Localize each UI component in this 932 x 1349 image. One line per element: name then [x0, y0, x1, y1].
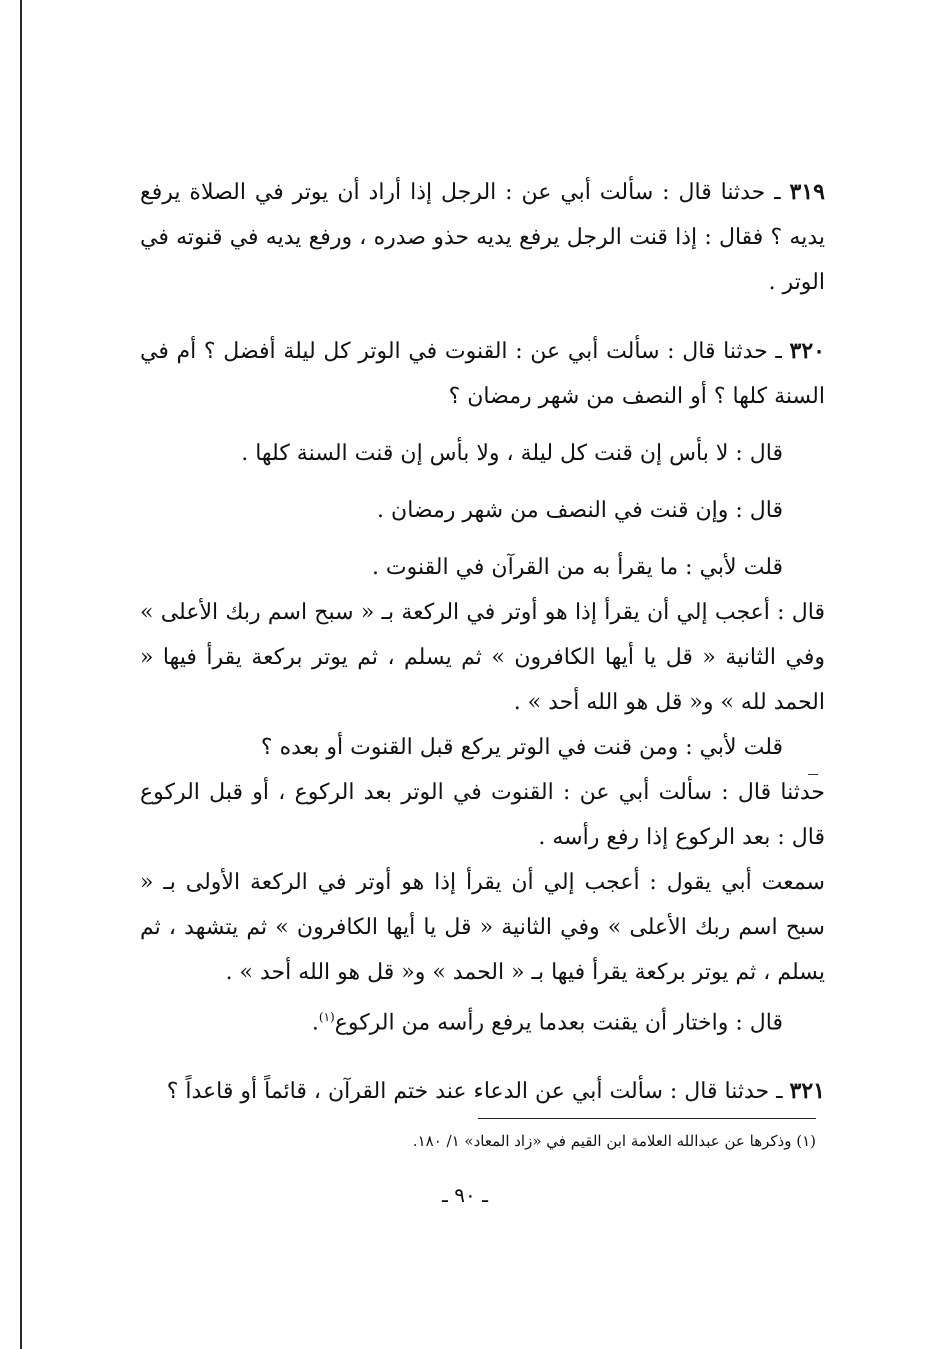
page-body [140, 170, 825, 1114]
entry-number: ٣١٩ [789, 179, 825, 205]
paragraph-text: ـ حدثنا قال : سألت أبي عن : الرجل إذا أراد أن يوتر في الصلاة يرفع يديه ؟ فقال : إذا قنت الرجل يرفع يديه حذو صدره ، ورفع يديه في قنوته في الوتر . [140, 180, 825, 295]
narration-paragraph: سمعت أبي يقول : أعجب إلي أن يقرأ إذا هو أوتر في الركعة الأولى بـ « سبح اسم ربك الأعلى » وفي الثانية « قل يا أيها الكافرون » ثم يتشهد ، ثم يسلم ، ثم يوتر بركعة يقرأ فيها بـ « الحمد » و« قل هو الله أحد » . [140, 870, 825, 985]
footnote: (١) وذكرها عن عبدالله العلامة ابن القيم في «زاد المعاد» ١/ ١٨٠. [412, 1132, 816, 1150]
footnote-ref: (١) [318, 1010, 335, 1024]
entry-number: ٣٢٠ [789, 338, 825, 364]
page-number: ـ ٩٠ ـ [442, 1183, 488, 1207]
paragraph-text: قال : واختار أن يقنت بعدما يرفع رأسه من الركوع [334, 1010, 783, 1036]
paragraph-319 [140, 170, 825, 305]
paragraph-text: ـ حدثنا قال : سألت أبي عن : القنوت في الوتر كل ليلة أفضل ؟ أم في السنة كلها ؟ أو النصف من شهر رمضان ؟ [140, 339, 825, 409]
narration-paragraph: حدثنا قال : سألت أبي عن : القنوت في الوتر بعد الركوع ، أو قبل الركوع قال : بعد الركوع إذا رفع رأسه . [140, 780, 825, 850]
entry-number: ٣٢١ [789, 1078, 825, 1105]
question-line: قلت لأبي : ما يقرأ به من القرآن في القنوت . [371, 555, 783, 580]
answer-line: قال : وإن قنت في النصف من شهر رمضان . [377, 498, 783, 523]
page-edge [20, 0, 22, 1349]
paragraph-321 [140, 1069, 825, 1114]
footnote-rule [478, 1118, 816, 1119]
question-line: قلت لأبي : ومن قنت في الوتر يركع قبل القنوت أو بعده ؟ [260, 735, 783, 760]
paragraph-text: ـ حدثنا قال : سألت أبي عن الدعاء عند ختم القرآن ، قائماً أو قاعداً ؟ [166, 1079, 790, 1105]
paragraph-320 [140, 329, 825, 419]
answer-line: قال : واختار أن يقنت بعدما يرفع رأسه من الركوع$^{(١)}$. [311, 1010, 783, 1036]
answer-line: قال : لا بأس إن قنت كل ليلة ، ولا بأس إن قنت السنة كلها . [241, 441, 783, 466]
answer-paragraph: قال : أعجب إلي أن يقرأ إذا هو أوتر في الركعة بـ « سبح اسم ربك الأعلى » وفي الثانية « قل يا أيها الكافرون » ثم يسلم ، ثم يوتر بركعة يقرأ فيها « الحمد لله » و« قل هو الله أحد » . [140, 600, 825, 715]
